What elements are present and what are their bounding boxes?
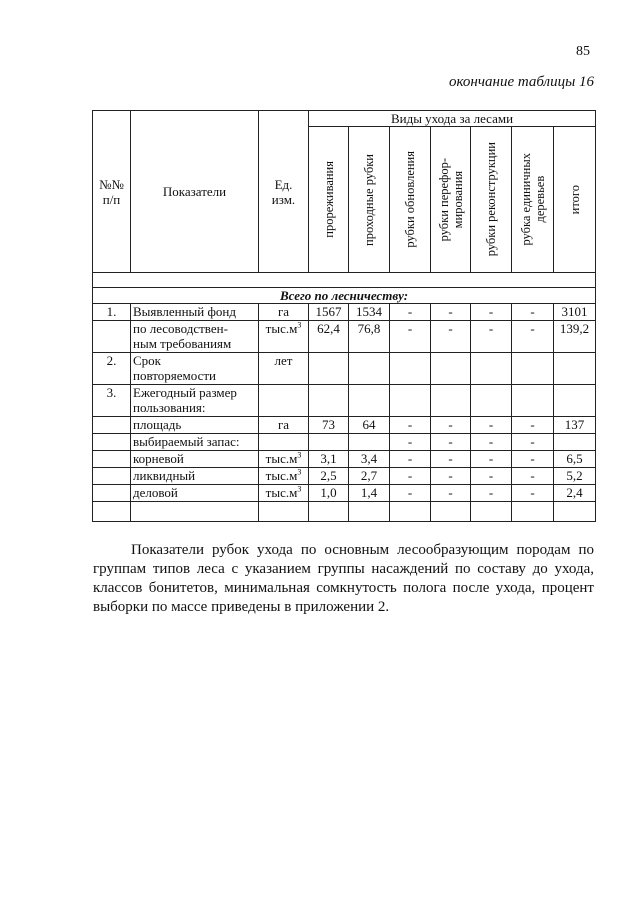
header-num: №№ п/п [93,111,131,273]
table-row [93,353,596,385]
body-paragraph: Показатели рубок ухода по основным лесообразующим породам по группам типов леса с указанием группы насаждений по составу до ухода, классов бонитетов, минимальная сомкнутость полога после ухода, процент выборки по массе приведены в приложении 2. [93,542,594,615]
row-value: 1,4 [349,485,390,502]
row-value [431,353,471,385]
row-unit: лет [259,353,309,385]
row-unit: $тыс.м^3$ [259,451,309,468]
header-care-type: рубки реконструкции [471,127,512,273]
row-label: выбираемый запас: [131,434,259,451]
empty-cell [93,502,131,522]
row-value: 1567 [309,304,349,321]
table-row [93,451,596,468]
row-value: 3101 [554,304,596,321]
header-care-type: рубки перефор- мирования [431,127,471,273]
row-value: - [390,321,431,353]
row-label: корневой [131,451,259,468]
row-value: - [431,304,471,321]
empty-cell [309,502,349,522]
row-value: - [390,304,431,321]
table-row [93,321,596,353]
row-value [554,353,596,385]
row-value [309,385,349,417]
row-value: - [431,451,471,468]
row-unit [259,385,309,417]
row-value: - [431,434,471,451]
row-value: 62,4 [309,321,349,353]
row-value [554,385,596,417]
row-num: 2. [93,353,131,385]
header-care-types: Виды ухода за лесами [309,111,596,127]
empty-cell [349,502,390,522]
header-care-type: проходные рубки [349,127,390,273]
table-row [93,417,596,434]
row-unit: $тыс.м^3$ [259,468,309,485]
row-label: деловой [131,485,259,502]
row-value [512,385,554,417]
row-value: - [512,468,554,485]
row-value: - [390,434,431,451]
row-value: - [390,468,431,485]
row-value: - [471,468,512,485]
row-value [471,385,512,417]
section-title: Всего по лесничеству: [93,288,596,304]
page-number: 85 [576,44,590,59]
row-num [93,468,131,485]
row-label: ликвидный [131,468,259,485]
table-row [93,485,596,502]
row-value [554,434,596,451]
forest-care-table [92,110,596,522]
row-value: - [431,417,471,434]
row-value: 137 [554,417,596,434]
table-row [93,385,596,417]
row-value: 3,1 [309,451,349,468]
empty-cell [471,502,512,522]
header-care-type: рубки обновления [390,127,431,273]
row-value [390,385,431,417]
empty-cell [131,502,259,522]
row-value: - [431,321,471,353]
row-value: 73 [309,417,349,434]
table-continuation-title: окончание таблицы 16 [448,74,594,90]
row-value [309,353,349,385]
row-value [349,353,390,385]
row-unit: га [259,417,309,434]
row-num [93,321,131,353]
empty-cell [512,502,554,522]
row-value: - [512,321,554,353]
empty-cell [431,502,471,522]
spacer-row [93,273,596,288]
row-unit: $тыс.м^3$ [259,485,309,502]
empty-cell [390,502,431,522]
row-value: - [390,485,431,502]
row-value [431,385,471,417]
row-value: - [512,417,554,434]
row-value: - [431,485,471,502]
empty-cell [259,502,309,522]
row-value: 2,7 [349,468,390,485]
row-value: - [431,468,471,485]
row-value: - [471,451,512,468]
row-value [349,385,390,417]
row-value: 76,8 [349,321,390,353]
row-unit: $тыс.м^3$ [259,321,309,353]
table-row [93,468,596,485]
row-num [93,451,131,468]
row-value [471,353,512,385]
row-num [93,417,131,434]
header-care-type: итого [554,127,596,273]
header-care-type: рубка единичных деревьев [512,127,554,273]
row-unit: га [259,304,309,321]
row-value [309,434,349,451]
row-value: 64 [349,417,390,434]
row-value: - [471,304,512,321]
row-unit [259,434,309,451]
row-value: - [471,485,512,502]
row-value: 1534 [349,304,390,321]
row-num: 1. [93,304,131,321]
row-value [512,353,554,385]
row-value: - [471,434,512,451]
row-num: 3. [93,385,131,417]
table-row-empty [93,502,596,522]
row-label: Срок повторяемости [131,353,259,385]
row-value [390,353,431,385]
empty-cell [554,502,596,522]
row-value: - [512,304,554,321]
row-value: 3,4 [349,451,390,468]
row-value: - [512,451,554,468]
row-value: 139,2 [554,321,596,353]
row-value: - [471,417,512,434]
header-unit: Ед. изм. [259,111,309,273]
header-indicators: Показатели [131,111,259,273]
row-label: площадь [131,417,259,434]
row-value: 6,5 [554,451,596,468]
row-value: - [390,417,431,434]
row-value: - [471,321,512,353]
row-value: - [512,434,554,451]
row-value: - [512,485,554,502]
row-num [93,485,131,502]
row-value: 2,5 [309,468,349,485]
row-value: 5,2 [554,468,596,485]
row-value [349,434,390,451]
row-label: по лесоводствен- ным требованиям [131,321,259,353]
table-row [93,434,596,451]
row-value: - [390,451,431,468]
header-care-type: прореживания [309,127,349,273]
row-value: 2,4 [554,485,596,502]
row-value: 1,0 [309,485,349,502]
row-num [93,434,131,451]
row-label: Ежегодный размер пользования: [131,385,259,417]
table-row [93,304,596,321]
row-label: Выявленный фонд [131,304,259,321]
